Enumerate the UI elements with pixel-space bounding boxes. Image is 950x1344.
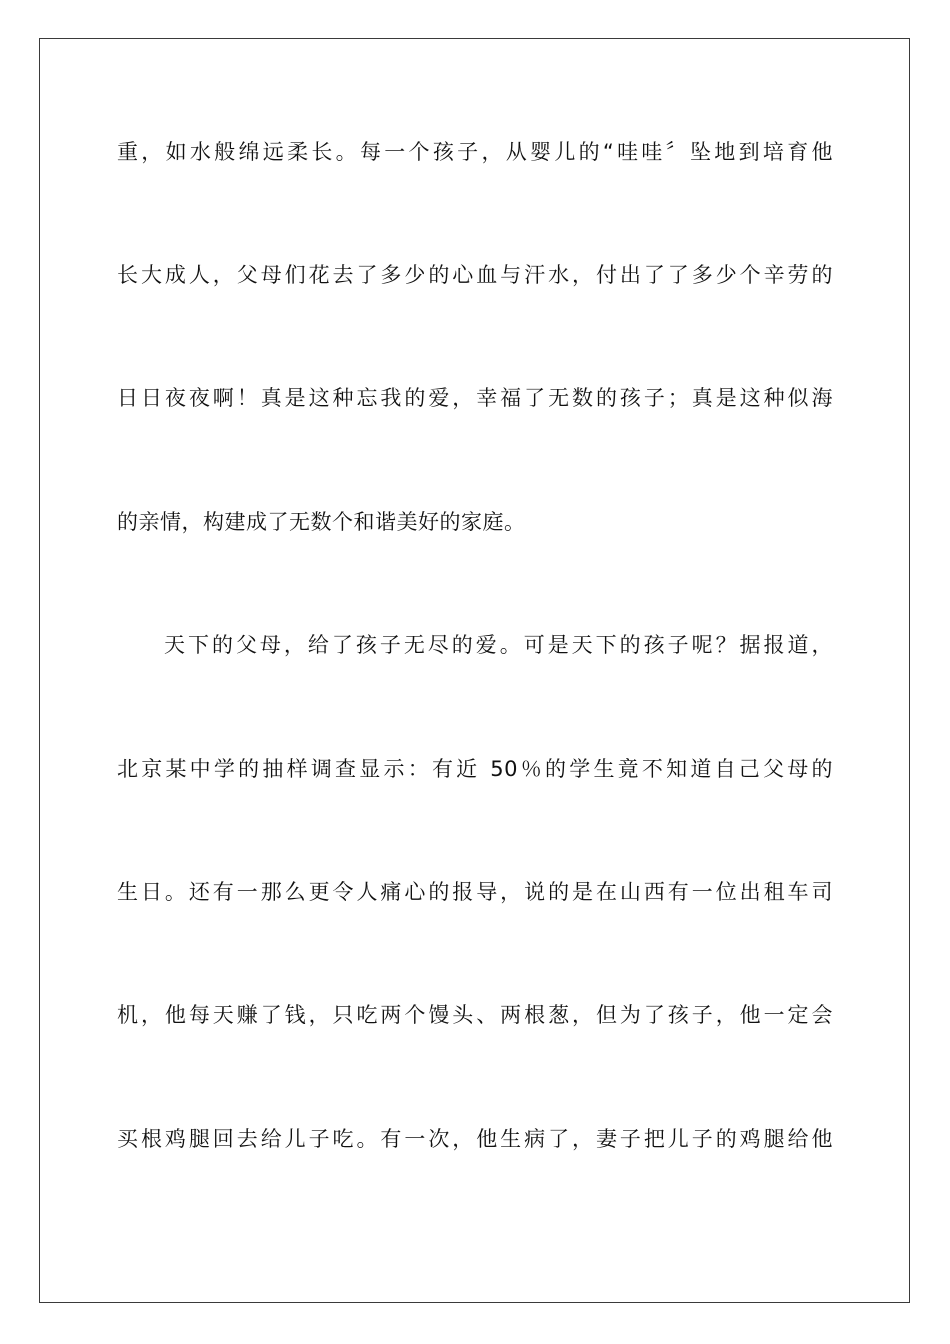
page-border: [39, 38, 910, 1303]
body-text-line: 长大成人，父母们花去了多少的心血与汗水，付出了了多少个辛劳的: [117, 263, 833, 287]
body-text-line: 日日夜夜啊！真是这种忘我的爱，幸福了无数的孩子；真是这种似海: [117, 386, 833, 410]
body-text-line: 买根鸡腿回去给儿子吃。有一次，他生病了，妻子把儿子的鸡腿给他: [117, 1127, 833, 1151]
body-text-line: 的亲情，构建成了无数个和谐美好的家庭。: [117, 510, 526, 534]
body-text-line: 北京某中学的抽样调查显示：有近 50％的学生竟不知道自己父母的: [117, 757, 833, 781]
body-text-line: 生日。还有一那么更令人痛心的报导，说的是在山西有一位出租车司: [117, 880, 833, 904]
body-text-line: 机，他每天赚了钱，只吃两个馒头、两根葱，但为了孩子，他一定会: [117, 1003, 833, 1027]
body-text-line: 重，如水般绵远柔长。每一个孩子，从婴儿的“哇哇〞坠地到培育他: [117, 140, 833, 164]
paragraph-first-line: 天下的父母，给了孩子无尽的爱。可是天下的孩子呢？据报道，: [164, 633, 833, 657]
